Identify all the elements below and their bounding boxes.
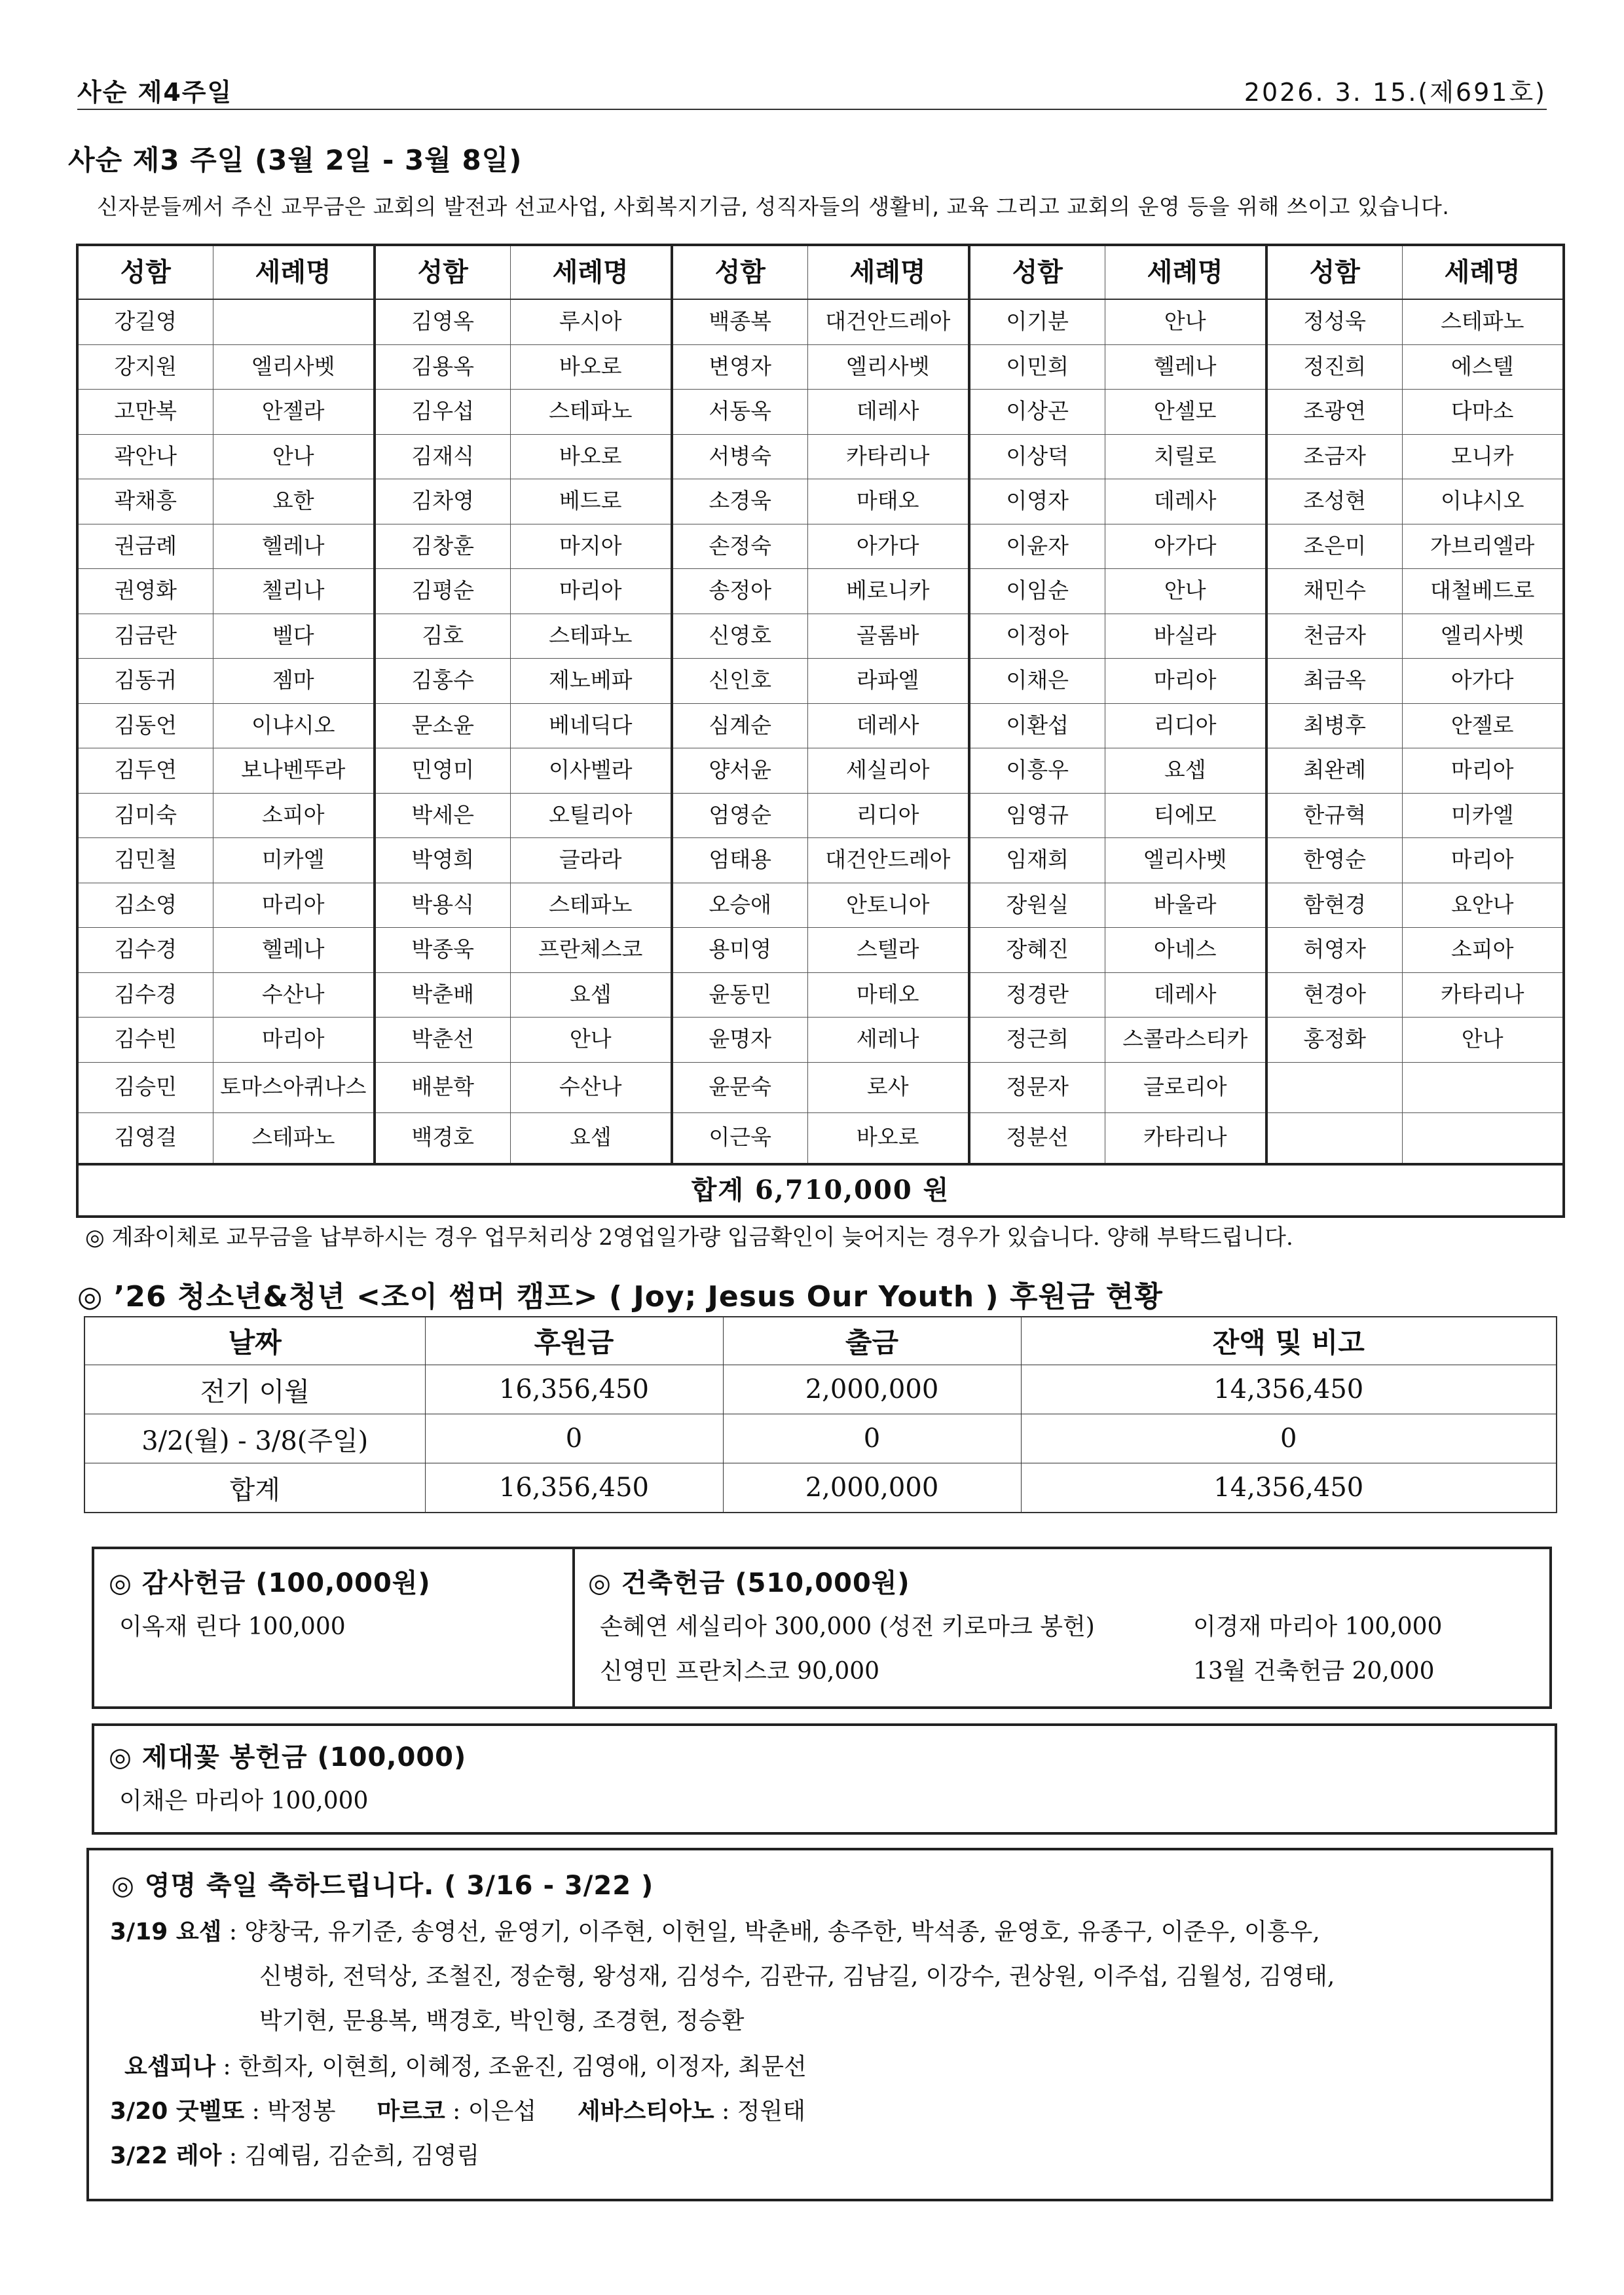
baptismal-name: 베네딕다 <box>510 703 672 748</box>
table-row <box>77 1112 1564 1164</box>
baptismal-name: 다마소 <box>1402 390 1564 435</box>
member-name: 이채은 <box>969 659 1105 704</box>
baptismal-name: 안나 <box>213 434 375 479</box>
page-header-date: 2026. 3. 15.(제691호) <box>1244 78 1547 107</box>
member-name: 이영자 <box>969 479 1105 524</box>
joseph-names-3: 박기현, 문용복, 백경호, 박인형, 조경현, 정승환 <box>259 2008 745 2034</box>
member-name: 강길영 <box>77 299 213 344</box>
camp-cell: 2,000,000 <box>723 1463 1021 1513</box>
baptismal-name: 요셉 <box>510 1112 672 1164</box>
member-name: 한영순 <box>1266 838 1402 883</box>
camp-donation-table <box>84 1316 1557 1513</box>
leah-names: : 김예림, 김순희, 김영림 <box>221 2142 480 2169</box>
table-header-row <box>77 245 1564 299</box>
member-name: 김두연 <box>77 748 213 794</box>
baptismal-name <box>213 299 375 344</box>
baptismal-name: 가브리엘라 <box>1402 524 1564 569</box>
baptismal-name: 헬레나 <box>213 928 375 973</box>
baptismal-name: 바실라 <box>1105 614 1266 659</box>
col-header-baptismal: 세례명 <box>807 245 969 299</box>
baptismal-name: 데레사 <box>1105 972 1266 1018</box>
member-name: 이상곤 <box>969 390 1105 435</box>
member-name: 이민희 <box>969 344 1105 390</box>
member-name: 엄영순 <box>672 793 807 838</box>
member-name: 손정숙 <box>672 524 807 569</box>
transfer-note: ◎ 계좌이체로 교무금을 납부하시는 경우 업무처리상 2영업일가량 입금확인이 늦어지는 경우가 있습니다. 양해 부탁드립니다. <box>85 1224 1293 1251</box>
baptismal-name: 엘리사벳 <box>1402 614 1564 659</box>
baptismal-name: 소피아 <box>1402 928 1564 973</box>
member-name: 허영자 <box>1266 928 1402 973</box>
member-name: 함현경 <box>1266 883 1402 928</box>
baptismal-name: 엘리사벳 <box>213 344 375 390</box>
page-header-title: 사순 제4주일 <box>77 78 233 107</box>
thanks-offering-line: 이옥재 린다 100,000 <box>119 1613 346 1640</box>
leah-line <box>110 2137 479 2171</box>
baptismal-name: 마테오 <box>807 972 969 1018</box>
baptismal-name: 모니카 <box>1402 434 1564 479</box>
table-row <box>77 390 1564 435</box>
member-name: 박영희 <box>375 838 510 883</box>
baptismal-name: 마리아 <box>1402 838 1564 883</box>
baptismal-name: 티에모 <box>1105 793 1266 838</box>
josephina-line <box>124 2048 807 2082</box>
member-name: 박용식 <box>375 883 510 928</box>
camp-cell: 14,356,450 <box>1021 1463 1557 1513</box>
member-name: 정경란 <box>969 972 1105 1018</box>
header-divider <box>77 109 1547 110</box>
baptismal-name: 마리아 <box>213 1018 375 1063</box>
offerings-divider <box>572 1547 575 1709</box>
dues-section-title: 사순 제3 주일 (3월 2일 - 3월 8일) <box>68 144 523 176</box>
thanks-offering-title: ◎ 감사헌금 (100,000원) <box>109 1568 431 1598</box>
col-header-name: 성함 <box>77 245 213 299</box>
member-name: 조금자 <box>1266 434 1402 479</box>
member-name: 김민철 <box>77 838 213 883</box>
baptismal-name: 바오로 <box>807 1112 969 1164</box>
joseph-names-1: : 양창국, 유기준, 송영선, 윤영기, 이주현, 이헌일, 박춘배, 송주한, 박석종, 윤영호, 유종구, 이준우, 이흥우, <box>221 1919 1320 1945</box>
member-name: 양서윤 <box>672 748 807 794</box>
baptismal-name: 미카엘 <box>213 838 375 883</box>
camp-col-header: 후원금 <box>425 1317 723 1365</box>
member-name: 현경아 <box>1266 972 1402 1018</box>
member-name: 장원실 <box>969 883 1105 928</box>
member-name: 고만복 <box>77 390 213 435</box>
sebastian-names: : 정원태 <box>714 2098 805 2125</box>
member-name: 박세은 <box>375 793 510 838</box>
dues-names-table <box>76 244 1565 1218</box>
cuthbert-names: : 박정봉 <box>244 2098 336 2125</box>
member-name: 정성욱 <box>1266 299 1402 344</box>
member-name: 용미영 <box>672 928 807 973</box>
building-offering-title: ◎ 건축헌금 (510,000원) <box>588 1568 910 1598</box>
member-name: 최병후 <box>1266 703 1402 748</box>
member-name: 조은미 <box>1266 524 1402 569</box>
camp-cell: 0 <box>1021 1414 1557 1463</box>
member-name: 김호 <box>375 614 510 659</box>
table-row <box>77 1018 1564 1063</box>
building-offering-line2-right: 13월 건축헌금 20,000 <box>1193 1658 1435 1685</box>
baptismal-name: 카타리나 <box>1402 972 1564 1018</box>
camp-cell: 0 <box>425 1414 723 1463</box>
baptismal-name: 아가다 <box>1402 659 1564 704</box>
member-name: 곽채흥 <box>77 479 213 524</box>
baptismal-name: 치릴로 <box>1105 434 1266 479</box>
baptismal-name: 요한 <box>213 479 375 524</box>
baptismal-name: 스콜라스티카 <box>1105 1018 1266 1063</box>
table-row <box>77 299 1564 344</box>
member-name: 송정아 <box>672 569 807 614</box>
member-name: 홍정화 <box>1266 1018 1402 1063</box>
member-name: 정문자 <box>969 1062 1105 1112</box>
baptismal-name: 마리아 <box>1402 748 1564 794</box>
member-name: 김동귀 <box>77 659 213 704</box>
josephina-names: : 한희자, 이현희, 이혜정, 조윤진, 김영애, 이정자, 최문선 <box>215 2053 807 2080</box>
altar-flower-line: 이채은 마리아 100,000 <box>119 1788 369 1814</box>
member-name: 김영걸 <box>77 1112 213 1164</box>
member-name: 김창훈 <box>375 524 510 569</box>
baptismal-name: 이냐시오 <box>213 703 375 748</box>
member-name: 서병숙 <box>672 434 807 479</box>
baptismal-name: 보나벤뚜라 <box>213 748 375 794</box>
baptismal-name: 데레사 <box>807 703 969 748</box>
table-row <box>77 569 1564 614</box>
member-name: 채민수 <box>1266 569 1402 614</box>
baptismal-name: 안젤로 <box>1402 703 1564 748</box>
camp-cell: 전기 이월 <box>84 1365 425 1414</box>
baptismal-name: 오틸리아 <box>510 793 672 838</box>
baptismal-name: 리디아 <box>807 793 969 838</box>
member-name: 천금자 <box>1266 614 1402 659</box>
baptismal-name: 마리아 <box>510 569 672 614</box>
table-row <box>84 1414 1557 1463</box>
table-row <box>77 479 1564 524</box>
table-row <box>77 1062 1564 1112</box>
baptismal-name: 바울라 <box>1105 883 1266 928</box>
member-name: 김미숙 <box>77 793 213 838</box>
member-name: 윤명자 <box>672 1018 807 1063</box>
member-name: 김수빈 <box>77 1018 213 1063</box>
baptismal-name: 요안나 <box>1402 883 1564 928</box>
table-row <box>77 434 1564 479</box>
member-name: 김수경 <box>77 928 213 973</box>
baptismal-name: 수산나 <box>510 1062 672 1112</box>
member-name: 박종욱 <box>375 928 510 973</box>
baptismal-name: 대철베드로 <box>1402 569 1564 614</box>
member-name: 김우섭 <box>375 390 510 435</box>
member-name: 김용옥 <box>375 344 510 390</box>
baptismal-name: 스테파노 <box>510 390 672 435</box>
member-name: 백종복 <box>672 299 807 344</box>
namedays-title: ◎ 영명 축일 축하드립니다. ( 3/16 - 3/22 ) <box>111 1871 654 1901</box>
baptismal-name: 라파엘 <box>807 659 969 704</box>
member-name: 김소영 <box>77 883 213 928</box>
baptismal-name: 베로니카 <box>807 569 969 614</box>
camp-section-title: ◎ ’26 청소년&청년 <조이 썸머 캠프> ( Joy; Jesus Our Youth ) 후원금 현황 <box>77 1280 1163 1313</box>
member-name: 한규혁 <box>1266 793 1402 838</box>
baptismal-name: 마태오 <box>807 479 969 524</box>
member-name: 배분학 <box>375 1062 510 1112</box>
member-name: 최금옥 <box>1266 659 1402 704</box>
member-name: 김평순 <box>375 569 510 614</box>
member-name: 신영호 <box>672 614 807 659</box>
camp-col-header: 출금 <box>723 1317 1021 1365</box>
camp-cell: 2,000,000 <box>723 1365 1021 1414</box>
member-name: 이근욱 <box>672 1112 807 1164</box>
baptismal-name: 스테파노 <box>510 614 672 659</box>
baptismal-name: 엘리사벳 <box>807 344 969 390</box>
member-name: 이정아 <box>969 614 1105 659</box>
baptismal-name: 세레나 <box>807 1018 969 1063</box>
member-name <box>1266 1112 1402 1164</box>
baptismal-name: 스테파노 <box>510 883 672 928</box>
member-name: 서동옥 <box>672 390 807 435</box>
baptismal-name: 스테파노 <box>1402 299 1564 344</box>
member-name: 정근희 <box>969 1018 1105 1063</box>
baptismal-name: 이사벨라 <box>510 748 672 794</box>
member-name: 김동언 <box>77 703 213 748</box>
camp-cell: 0 <box>723 1414 1021 1463</box>
member-name: 이윤자 <box>969 524 1105 569</box>
member-name: 박춘배 <box>375 972 510 1018</box>
sebastian-label: 세바스티아노 <box>577 2098 714 2125</box>
member-name: 김홍수 <box>375 659 510 704</box>
baptismal-name: 헬레나 <box>1105 344 1266 390</box>
baptismal-name: 안나 <box>510 1018 672 1063</box>
table-row <box>77 972 1564 1018</box>
building-offering-line1-right: 이경재 마리아 100,000 <box>1193 1613 1443 1640</box>
baptismal-name: 에스텔 <box>1402 344 1564 390</box>
member-name: 엄태용 <box>672 838 807 883</box>
col-header-baptismal: 세례명 <box>213 245 375 299</box>
member-name: 정진희 <box>1266 344 1402 390</box>
joseph-names-2: 신병하, 전덕상, 조철진, 정순형, 왕성재, 김성수, 김관규, 김남길, 이강수, 권상원, 이주섭, 김월성, 김영태, <box>259 1963 1335 1990</box>
baptismal-name: 데레사 <box>1105 479 1266 524</box>
baptismal-name: 마리아 <box>1105 659 1266 704</box>
baptismal-name: 루시아 <box>510 299 672 344</box>
baptismal-name: 요셉 <box>510 972 672 1018</box>
member-name: 임영규 <box>969 793 1105 838</box>
leah-label: 3/22 레아 <box>110 2142 222 2169</box>
member-name: 오승애 <box>672 883 807 928</box>
building-offering-line2-left: 신영민 프란치스코 90,000 <box>600 1658 880 1685</box>
baptismal-name: 벨다 <box>213 614 375 659</box>
col-header-baptismal: 세례명 <box>1105 245 1266 299</box>
table-row <box>77 838 1564 883</box>
baptismal-name: 데레사 <box>807 390 969 435</box>
col-header-name: 성함 <box>969 245 1105 299</box>
baptismal-name <box>1402 1062 1564 1112</box>
member-name: 이환섭 <box>969 703 1105 748</box>
baptismal-name: 마리아 <box>213 883 375 928</box>
baptismal-name: 수산나 <box>213 972 375 1018</box>
table-row <box>77 614 1564 659</box>
camp-cell: 합계 <box>84 1463 425 1513</box>
baptismal-name: 안나 <box>1402 1018 1564 1063</box>
altar-flower-title: ◎ 제대꽃 봉헌금 (100,000) <box>109 1742 467 1772</box>
member-name: 권영화 <box>77 569 213 614</box>
table-row <box>84 1365 1557 1414</box>
table-row <box>77 928 1564 973</box>
member-name: 이임순 <box>969 569 1105 614</box>
cuthbert-label: 3/20 굿벨또 <box>110 2098 245 2125</box>
table-row <box>77 703 1564 748</box>
baptismal-name: 아가다 <box>807 524 969 569</box>
member-name: 박춘선 <box>375 1018 510 1063</box>
baptismal-name <box>1402 1112 1564 1164</box>
baptismal-name: 안셀모 <box>1105 390 1266 435</box>
col-header-baptismal: 세례명 <box>1402 245 1564 299</box>
member-name: 윤문숙 <box>672 1062 807 1112</box>
baptismal-name: 로사 <box>807 1062 969 1112</box>
member-name: 신인호 <box>672 659 807 704</box>
member-name: 조성현 <box>1266 479 1402 524</box>
baptismal-name: 베드로 <box>510 479 672 524</box>
member-name: 이상덕 <box>969 434 1105 479</box>
camp-col-header: 잔액 및 비고 <box>1021 1317 1557 1365</box>
baptismal-name: 안나 <box>1105 299 1266 344</box>
baptismal-name: 리디아 <box>1105 703 1266 748</box>
member-name: 변영자 <box>672 344 807 390</box>
mark-label: 마르코 <box>377 2098 445 2125</box>
baptismal-name: 제노베파 <box>510 659 672 704</box>
baptismal-name: 첼리나 <box>213 569 375 614</box>
table-row <box>77 524 1564 569</box>
baptismal-name: 스테파노 <box>213 1112 375 1164</box>
baptismal-name: 미카엘 <box>1402 793 1564 838</box>
col-header-name: 성함 <box>1266 245 1402 299</box>
table-row <box>77 659 1564 704</box>
camp-cell: 14,356,450 <box>1021 1365 1557 1414</box>
baptismal-name: 헬레나 <box>213 524 375 569</box>
member-name: 백경호 <box>375 1112 510 1164</box>
baptismal-name: 프란체스코 <box>510 928 672 973</box>
camp-cell: 16,356,450 <box>425 1365 723 1414</box>
baptismal-name: 토마스아퀴나스 <box>213 1062 375 1112</box>
baptismal-name: 안젤라 <box>213 390 375 435</box>
joseph-label: 3/19 요셉 <box>110 1919 222 1945</box>
member-name: 문소윤 <box>375 703 510 748</box>
member-name: 민영미 <box>375 748 510 794</box>
baptismal-name: 이냐시오 <box>1402 479 1564 524</box>
member-name: 심계순 <box>672 703 807 748</box>
member-name: 최완례 <box>1266 748 1402 794</box>
baptismal-name: 아네스 <box>1105 928 1266 973</box>
member-name: 임재희 <box>969 838 1105 883</box>
joseph-line <box>110 1913 1320 1947</box>
member-name: 윤동민 <box>672 972 807 1018</box>
baptismal-name: 젬마 <box>213 659 375 704</box>
baptismal-name: 요셉 <box>1105 748 1266 794</box>
josephina-label: 요셉피나 <box>124 2053 216 2080</box>
table-row <box>84 1463 1557 1513</box>
member-name: 김영옥 <box>375 299 510 344</box>
baptismal-name: 바오로 <box>510 344 672 390</box>
member-name: 김차영 <box>375 479 510 524</box>
mark-names: : 이은섭 <box>445 2098 537 2125</box>
baptismal-name: 아가다 <box>1105 524 1266 569</box>
member-name: 강지원 <box>77 344 213 390</box>
member-name: 소경욱 <box>672 479 807 524</box>
baptismal-name: 골롬바 <box>807 614 969 659</box>
member-name: 정분선 <box>969 1112 1105 1164</box>
member-name <box>1266 1062 1402 1112</box>
member-name: 이흥우 <box>969 748 1105 794</box>
baptismal-name: 카타리나 <box>807 434 969 479</box>
building-offering-line1-left: 손혜연 세실리아 300,000 (성전 키로마크 봉헌) <box>600 1613 1095 1640</box>
baptismal-name: 안나 <box>1105 569 1266 614</box>
col-header-name: 성함 <box>672 245 807 299</box>
baptismal-name: 엘리사벳 <box>1105 838 1266 883</box>
table-row <box>77 793 1564 838</box>
table-row <box>77 344 1564 390</box>
member-name: 권금례 <box>77 524 213 569</box>
camp-cell: 16,356,450 <box>425 1463 723 1513</box>
baptismal-name: 바오로 <box>510 434 672 479</box>
camp-col-header: 날짜 <box>84 1317 425 1365</box>
dues-description: 신자분들께서 주신 교무금은 교회의 발전과 선교사업, 사회복지기금, 성직자들의 생활비, 교육 그리고 교회의 운영 등을 위해 쓰이고 있습니다. <box>97 194 1450 219</box>
col-header-name: 성함 <box>375 245 510 299</box>
baptismal-name: 마지아 <box>510 524 672 569</box>
member-name: 장혜진 <box>969 928 1105 973</box>
member-name: 곽안나 <box>77 434 213 479</box>
baptismal-name: 카타리나 <box>1105 1112 1266 1164</box>
march20-line <box>110 2093 805 2126</box>
baptismal-name: 세실리아 <box>807 748 969 794</box>
baptismal-name: 대건안드레아 <box>807 838 969 883</box>
member-name: 이기분 <box>969 299 1105 344</box>
table-header-row <box>84 1317 1557 1365</box>
member-name: 김재식 <box>375 434 510 479</box>
baptismal-name: 스텔라 <box>807 928 969 973</box>
member-name: 조광연 <box>1266 390 1402 435</box>
baptismal-name: 안토니아 <box>807 883 969 928</box>
table-row <box>77 883 1564 928</box>
table-row <box>77 748 1564 794</box>
member-name: 김금란 <box>77 614 213 659</box>
camp-cell: 3/2(월) - 3/8(주일) <box>84 1414 425 1463</box>
baptismal-name: 대건안드레아 <box>807 299 969 344</box>
baptismal-name: 글로리아 <box>1105 1062 1266 1112</box>
member-name: 김승민 <box>77 1062 213 1112</box>
col-header-baptismal: 세례명 <box>510 245 672 299</box>
baptismal-name: 소피아 <box>213 793 375 838</box>
baptismal-name: 글라라 <box>510 838 672 883</box>
member-name: 김수경 <box>77 972 213 1018</box>
dues-total: 합계 6,710,000 원 <box>77 1164 1564 1217</box>
